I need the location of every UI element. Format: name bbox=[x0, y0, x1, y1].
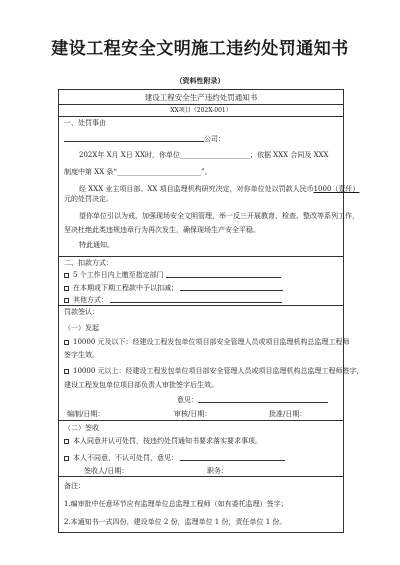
option-label: 本人不同意，不认可处罚，意见： bbox=[73, 454, 178, 462]
deduction-option-2 bbox=[64, 283, 283, 293]
notice-form bbox=[58, 89, 364, 533]
table-title: 建设工程安全生产违约处罚通知书 bbox=[144, 93, 258, 102]
receipt-option-1 bbox=[64, 437, 262, 446]
divider bbox=[59, 476, 343, 477]
divider bbox=[59, 116, 343, 117]
checkbox[interactable] bbox=[64, 298, 69, 303]
penalty-text: 经 XXX 业主项目部、XX 项目监理机构研究决定，对你单位处以罚款人民币 bbox=[79, 185, 314, 193]
reason-paragraph-7: 特此通知。 bbox=[79, 241, 114, 249]
document-title: 建设工程安全文明施工违约处罚通知书 bbox=[51, 39, 349, 59]
receipt-option-2 bbox=[64, 453, 285, 463]
deduction-option-1 bbox=[64, 270, 281, 280]
signee: 签收人/日期： bbox=[84, 467, 129, 475]
document-subtitle: （资料性附录） bbox=[175, 77, 225, 85]
prepared-by: 编制/日期： bbox=[67, 410, 105, 418]
issue-option-1-cont: 签字生效。 bbox=[64, 351, 99, 359]
divider bbox=[59, 256, 343, 257]
project-line: XX项目（202X-001） bbox=[170, 107, 232, 114]
company-suffix: 公司： bbox=[204, 135, 225, 143]
section-heading-deduction: 二、扣款方式： bbox=[64, 259, 113, 267]
blank-line[interactable] bbox=[180, 283, 283, 291]
blank-line[interactable] bbox=[110, 295, 282, 303]
checkbox[interactable] bbox=[64, 340, 69, 345]
opinion-blank[interactable] bbox=[198, 395, 328, 403]
reason-paragraph-3 bbox=[79, 185, 359, 194]
option-label: 10000 元以上：经建设工程发包单位项目部安全管理人员或项目监理机构总监理工程师签字， bbox=[73, 367, 364, 375]
blank-line[interactable] bbox=[166, 270, 281, 278]
divider bbox=[59, 305, 343, 306]
checkbox[interactable] bbox=[64, 286, 69, 291]
opinion-label: 意见： bbox=[177, 396, 198, 404]
section-heading-reason: 一、处罚事由 bbox=[64, 119, 106, 127]
checkbox[interactable] bbox=[64, 439, 69, 444]
issue-option-1 bbox=[64, 338, 350, 347]
deduction-option-3 bbox=[64, 295, 282, 305]
reason-paragraph-2: 制度中第 XX 条“________________________”。 bbox=[64, 168, 212, 176]
reviewed-by: 审核/日期： bbox=[174, 410, 212, 418]
receipt-heading: （二）签收 bbox=[64, 424, 99, 432]
approved-by: 批准/日期： bbox=[269, 410, 307, 418]
option-label: 其他方式： bbox=[73, 296, 108, 304]
reason-paragraph-4: 元的处罚决定。 bbox=[64, 195, 113, 203]
reason-paragraph-1: 202X年 X月 X日 XX时，你单位____________________；依据 XXX 合同及 XXX bbox=[79, 151, 329, 159]
penalty-amount: 1000（壹仟） bbox=[313, 185, 360, 193]
blank-line[interactable] bbox=[180, 453, 285, 461]
company-line bbox=[64, 134, 225, 144]
opinion-line bbox=[177, 395, 328, 405]
notes-heading: 备注： bbox=[64, 482, 85, 490]
option-label: 本人同意并认可处罚，按违约处罚通知书要求落实要求事项。 bbox=[73, 437, 262, 445]
divider bbox=[59, 420, 343, 421]
issue-option-2 bbox=[64, 367, 364, 376]
option-label: 在本期或下期工程款中予以扣减； bbox=[73, 284, 178, 292]
option-label: 10000 元及以下：经建设工程发包单位项目部安全管理人员或项目监理机构总监理工程师 bbox=[73, 338, 350, 346]
checkbox[interactable] bbox=[64, 456, 69, 461]
checkbox[interactable] bbox=[64, 273, 69, 278]
company-blank[interactable] bbox=[64, 134, 204, 142]
sign-heading: 罚款签认： bbox=[64, 308, 99, 316]
note-2: 2.本通知书一式四份，建设单位 2 份，监理单位 1 份，责任单位 1 份。 bbox=[64, 518, 287, 526]
reason-paragraph-5: 望你单位引以为戒，加强现场安全文明管理，举一反三开展教育、检查、整改等系列工作， bbox=[79, 212, 359, 220]
position: 职务： bbox=[207, 467, 228, 475]
note-1: 1.编审批中任意环节应有监理单位总监理工程师（如有委托监理）签字； bbox=[64, 500, 288, 508]
checkbox[interactable] bbox=[64, 369, 69, 374]
issue-heading: （一）发起 bbox=[64, 324, 99, 332]
reason-paragraph-6: 坚决杜绝此类违规违章行为再次发生，确保现场生产安全平稳。 bbox=[64, 226, 260, 234]
divider bbox=[59, 104, 343, 105]
issue-option-2-cont: 建设工程发包单位项目部负责人审批签字后生效。 bbox=[64, 381, 218, 389]
option-label: 5 个工作日内上缴至指定部门 bbox=[73, 271, 164, 279]
